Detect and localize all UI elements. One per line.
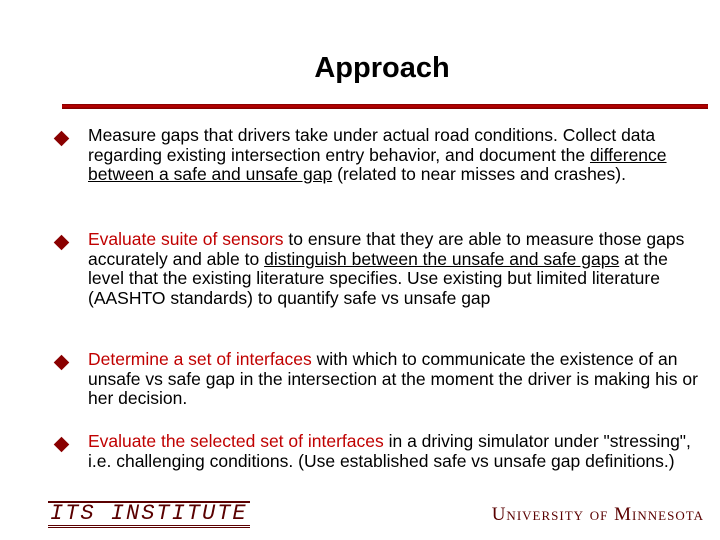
diamond-bullet-icon [54, 355, 70, 371]
bullet-text-part: Measure gaps that drivers take under actual road conditions. Collect data regarding existing intersection entry behavior, and document the [88, 125, 656, 165]
university-of-minnesota-logo: University of Minnesota [491, 504, 704, 525]
bullet-text [88, 350, 708, 409]
bullet-text [88, 126, 708, 185]
bullet-text-part: in a driving simulator under "stressing", i.e. challenging conditions. (Use established safe vs unsafe gap definitions.) [88, 431, 691, 471]
bullet-text-part: Evaluate suite of sensors [88, 229, 284, 249]
bullet-text-part: Determine a set of interfaces [88, 349, 312, 369]
bullet-text-part: at the level that the existing literature specifies. Use existing but limited literature (AASHTO standards) to quantify safe vs unsafe gap [88, 248, 668, 308]
bullet-text [88, 432, 708, 471]
diamond-bullet-icon [54, 131, 70, 147]
bullet-text-part: to ensure that they are able to measure those gaps accurately and able to [88, 229, 685, 269]
bullet-text-part: distinguish between the unsafe and safe gaps [264, 248, 620, 269]
slide-title: Approach [314, 52, 450, 84]
bullet-text [88, 230, 708, 308]
bullet-text-part: with which to communicate the existence of an unsafe vs safe gap in the intersection at the moment the driver is making his or her decision. [88, 349, 698, 408]
footer [0, 494, 720, 540]
diamond-bullet-icon [54, 235, 70, 251]
title-divider [62, 104, 708, 109]
bullet-text-part: (related to near misses and crashes). [332, 164, 626, 184]
its-institute-logo: ITS INSTITUTE [50, 501, 248, 526]
bullet-text-part: Evaluate the selected set of interfaces [88, 431, 384, 451]
diamond-bullet-icon [54, 437, 70, 453]
bullet-text-part: difference between a safe and unsafe gap [88, 144, 667, 184]
